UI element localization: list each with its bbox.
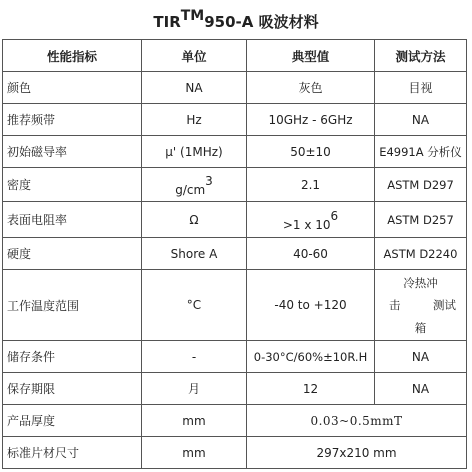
row-unit: NA bbox=[142, 72, 247, 104]
header-typical-value: 典型值 bbox=[247, 40, 375, 72]
method-line-1: 冷热冲 bbox=[403, 276, 438, 290]
header-property: 性能指标 bbox=[3, 40, 142, 72]
row-name: 储存条件 bbox=[3, 341, 142, 373]
table-row bbox=[3, 238, 467, 270]
row-unit: μ' (1MHz) bbox=[142, 136, 247, 168]
document-title bbox=[0, 6, 472, 38]
row-name: 工作温度范围 bbox=[3, 270, 142, 341]
row-unit bbox=[142, 168, 247, 202]
table-row bbox=[3, 72, 467, 104]
row-unit: °C bbox=[142, 270, 247, 341]
row-value: 40-60 bbox=[247, 238, 375, 270]
header-unit: 单位 bbox=[142, 40, 247, 72]
table-row bbox=[3, 341, 467, 373]
row-value: 0.03~0.5mmT bbox=[247, 405, 467, 437]
unit-superscript: 3 bbox=[205, 173, 213, 188]
row-method: ASTM D297 bbox=[375, 168, 467, 202]
row-value: 2.1 bbox=[247, 168, 375, 202]
row-value: 12 bbox=[247, 373, 375, 405]
method-line-2b: 测试 bbox=[433, 298, 456, 312]
row-name: 产品厚度 bbox=[3, 405, 142, 437]
row-unit: mm bbox=[142, 405, 247, 437]
row-unit: Hz bbox=[142, 104, 247, 136]
method-line-2a: 击 bbox=[389, 298, 401, 312]
row-method: ASTM D2240 bbox=[375, 238, 467, 270]
title-prefix: TIR bbox=[153, 13, 181, 31]
row-value bbox=[247, 202, 375, 238]
value-superscript: 6 bbox=[330, 208, 339, 223]
row-method: NA bbox=[375, 104, 467, 136]
unit-base: g/cm bbox=[175, 182, 206, 197]
row-name: 保存期限 bbox=[3, 373, 142, 405]
row-unit: 月 bbox=[142, 373, 247, 405]
table-header-row bbox=[3, 40, 467, 72]
table-row bbox=[3, 168, 467, 202]
table-row bbox=[3, 104, 467, 136]
method-line-3: 箱 bbox=[414, 321, 427, 335]
table-row bbox=[3, 136, 467, 168]
table-row bbox=[3, 437, 467, 469]
row-method: NA bbox=[375, 341, 467, 373]
row-method bbox=[375, 270, 467, 341]
table-row bbox=[3, 373, 467, 405]
header-test-method: 测试方法 bbox=[375, 40, 467, 72]
spec-table bbox=[2, 39, 467, 469]
row-name: 初始磁导率 bbox=[3, 136, 142, 168]
row-unit: mm bbox=[142, 437, 247, 469]
table-row bbox=[3, 405, 467, 437]
row-method: ASTM D257 bbox=[375, 202, 467, 238]
row-value: 灰色 bbox=[247, 72, 375, 104]
row-unit: Shore A bbox=[142, 238, 247, 270]
table-row bbox=[3, 270, 467, 341]
row-value: -40 to +120 bbox=[247, 270, 375, 341]
row-value: 297x210 mm bbox=[247, 437, 467, 469]
row-name: 推荐频带 bbox=[3, 104, 142, 136]
row-name: 表面电阻率 bbox=[3, 202, 142, 238]
value-base: >1 x 10 bbox=[282, 217, 331, 232]
row-unit: Ω bbox=[142, 202, 247, 238]
row-value: 10GHz - 6GHz bbox=[247, 104, 375, 136]
row-name: 硬度 bbox=[3, 238, 142, 270]
table-row bbox=[3, 202, 467, 238]
row-method: NA bbox=[375, 373, 467, 405]
row-value: 50±10 bbox=[247, 136, 375, 168]
row-name: 密度 bbox=[3, 168, 142, 202]
row-method: 目视 bbox=[375, 72, 467, 104]
row-name: 颜色 bbox=[3, 72, 142, 104]
row-unit: - bbox=[142, 341, 247, 373]
row-method: E4991A 分析仪 bbox=[375, 136, 467, 168]
row-value: 0-30°C/60%±10R.H bbox=[247, 341, 375, 373]
title-suffix: 950-A 吸波材料 bbox=[204, 13, 319, 31]
row-name: 标准片材尺寸 bbox=[3, 437, 142, 469]
title-trademark: TM bbox=[180, 8, 205, 24]
